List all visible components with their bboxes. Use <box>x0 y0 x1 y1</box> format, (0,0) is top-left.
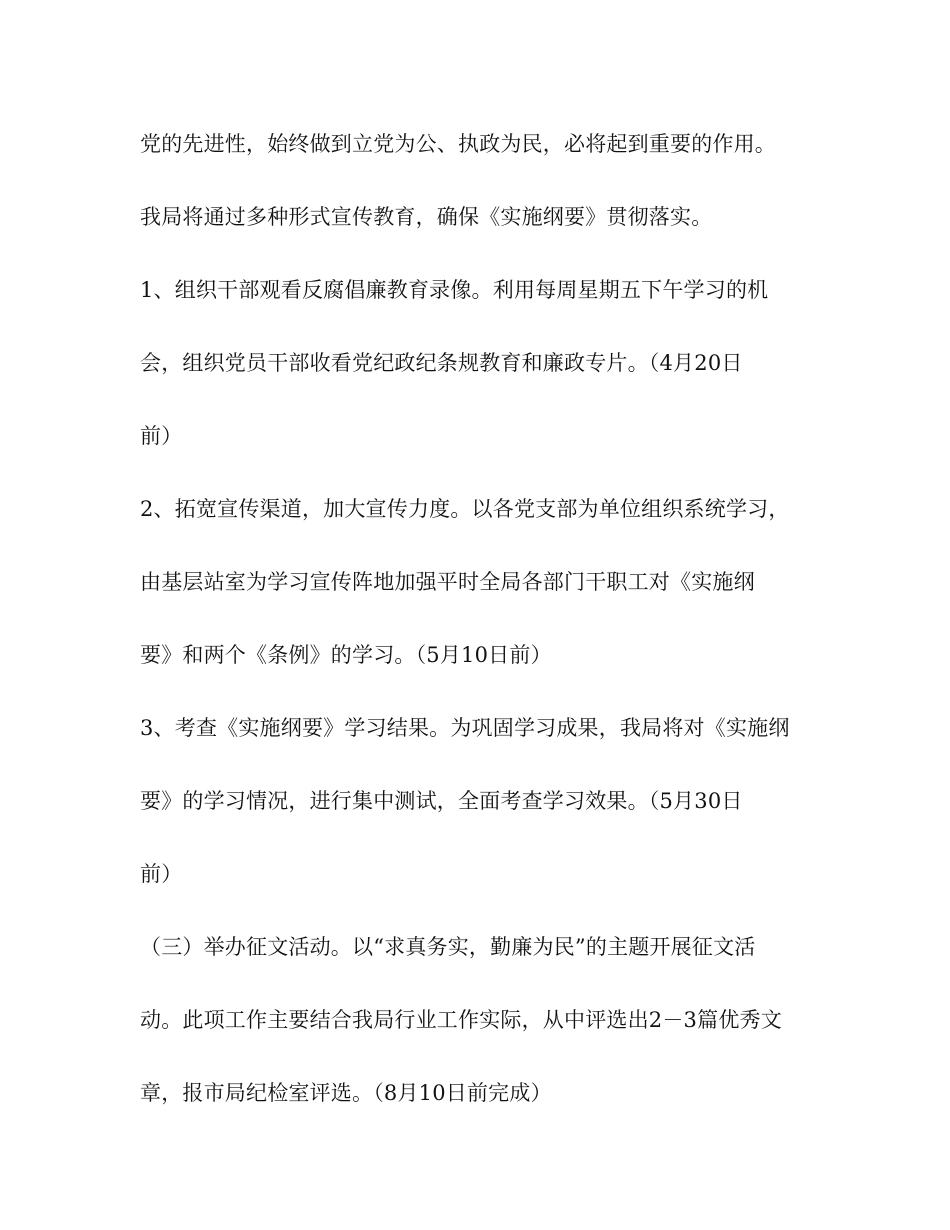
text-line-8: 要》和两个《条例》的学习。（5月10日前） <box>140 643 552 667</box>
text-line-3: 1、组织干部观看反腐倡廉教育录像。利用每周星期五下午学习的机 <box>140 278 769 302</box>
text-line-2: 我局将通过多种形式宣传教育，确保《实施纲要》贯彻落实。 <box>140 205 713 229</box>
text-line-6: 2、拓宽宣传渠道，加大宣传力度。以各党支部为单位组织系统学习， <box>140 497 790 521</box>
text-line-11: 前） <box>140 862 183 886</box>
text-line-12: （三）举办征文活动。以“求真务实，勤廉为民”的主题开展征文活 <box>140 935 756 959</box>
text-line-13: 动。此项工作主要结合我局行业工作实际，从中评选出2－3篇优秀文 <box>140 1008 782 1032</box>
text-line-7: 由基层站室为学习宣传阵地加强平时全局各部门干职工对《实施纲 <box>140 570 755 594</box>
text-line-10: 要》的学习情况，进行集中测试，全面考查学习效果。（5月30日 <box>140 789 743 813</box>
text-line-9: 3、考查《实施纲要》学习结果。为巩固学习成果，我局将对《实施纲 <box>140 716 790 740</box>
text-line-14: 章，报市局纪检室评选。（8月10日前完成） <box>140 1081 552 1105</box>
text-line-4: 会，组织党员干部收看党纪政纪条规教育和廉政专片。（4月20日 <box>140 351 743 375</box>
text-line-5: 前） <box>140 424 183 448</box>
text-line-1: 党的先进性，始终做到立党为公、执政为民，必将起到重要的作用。 <box>140 132 776 156</box>
